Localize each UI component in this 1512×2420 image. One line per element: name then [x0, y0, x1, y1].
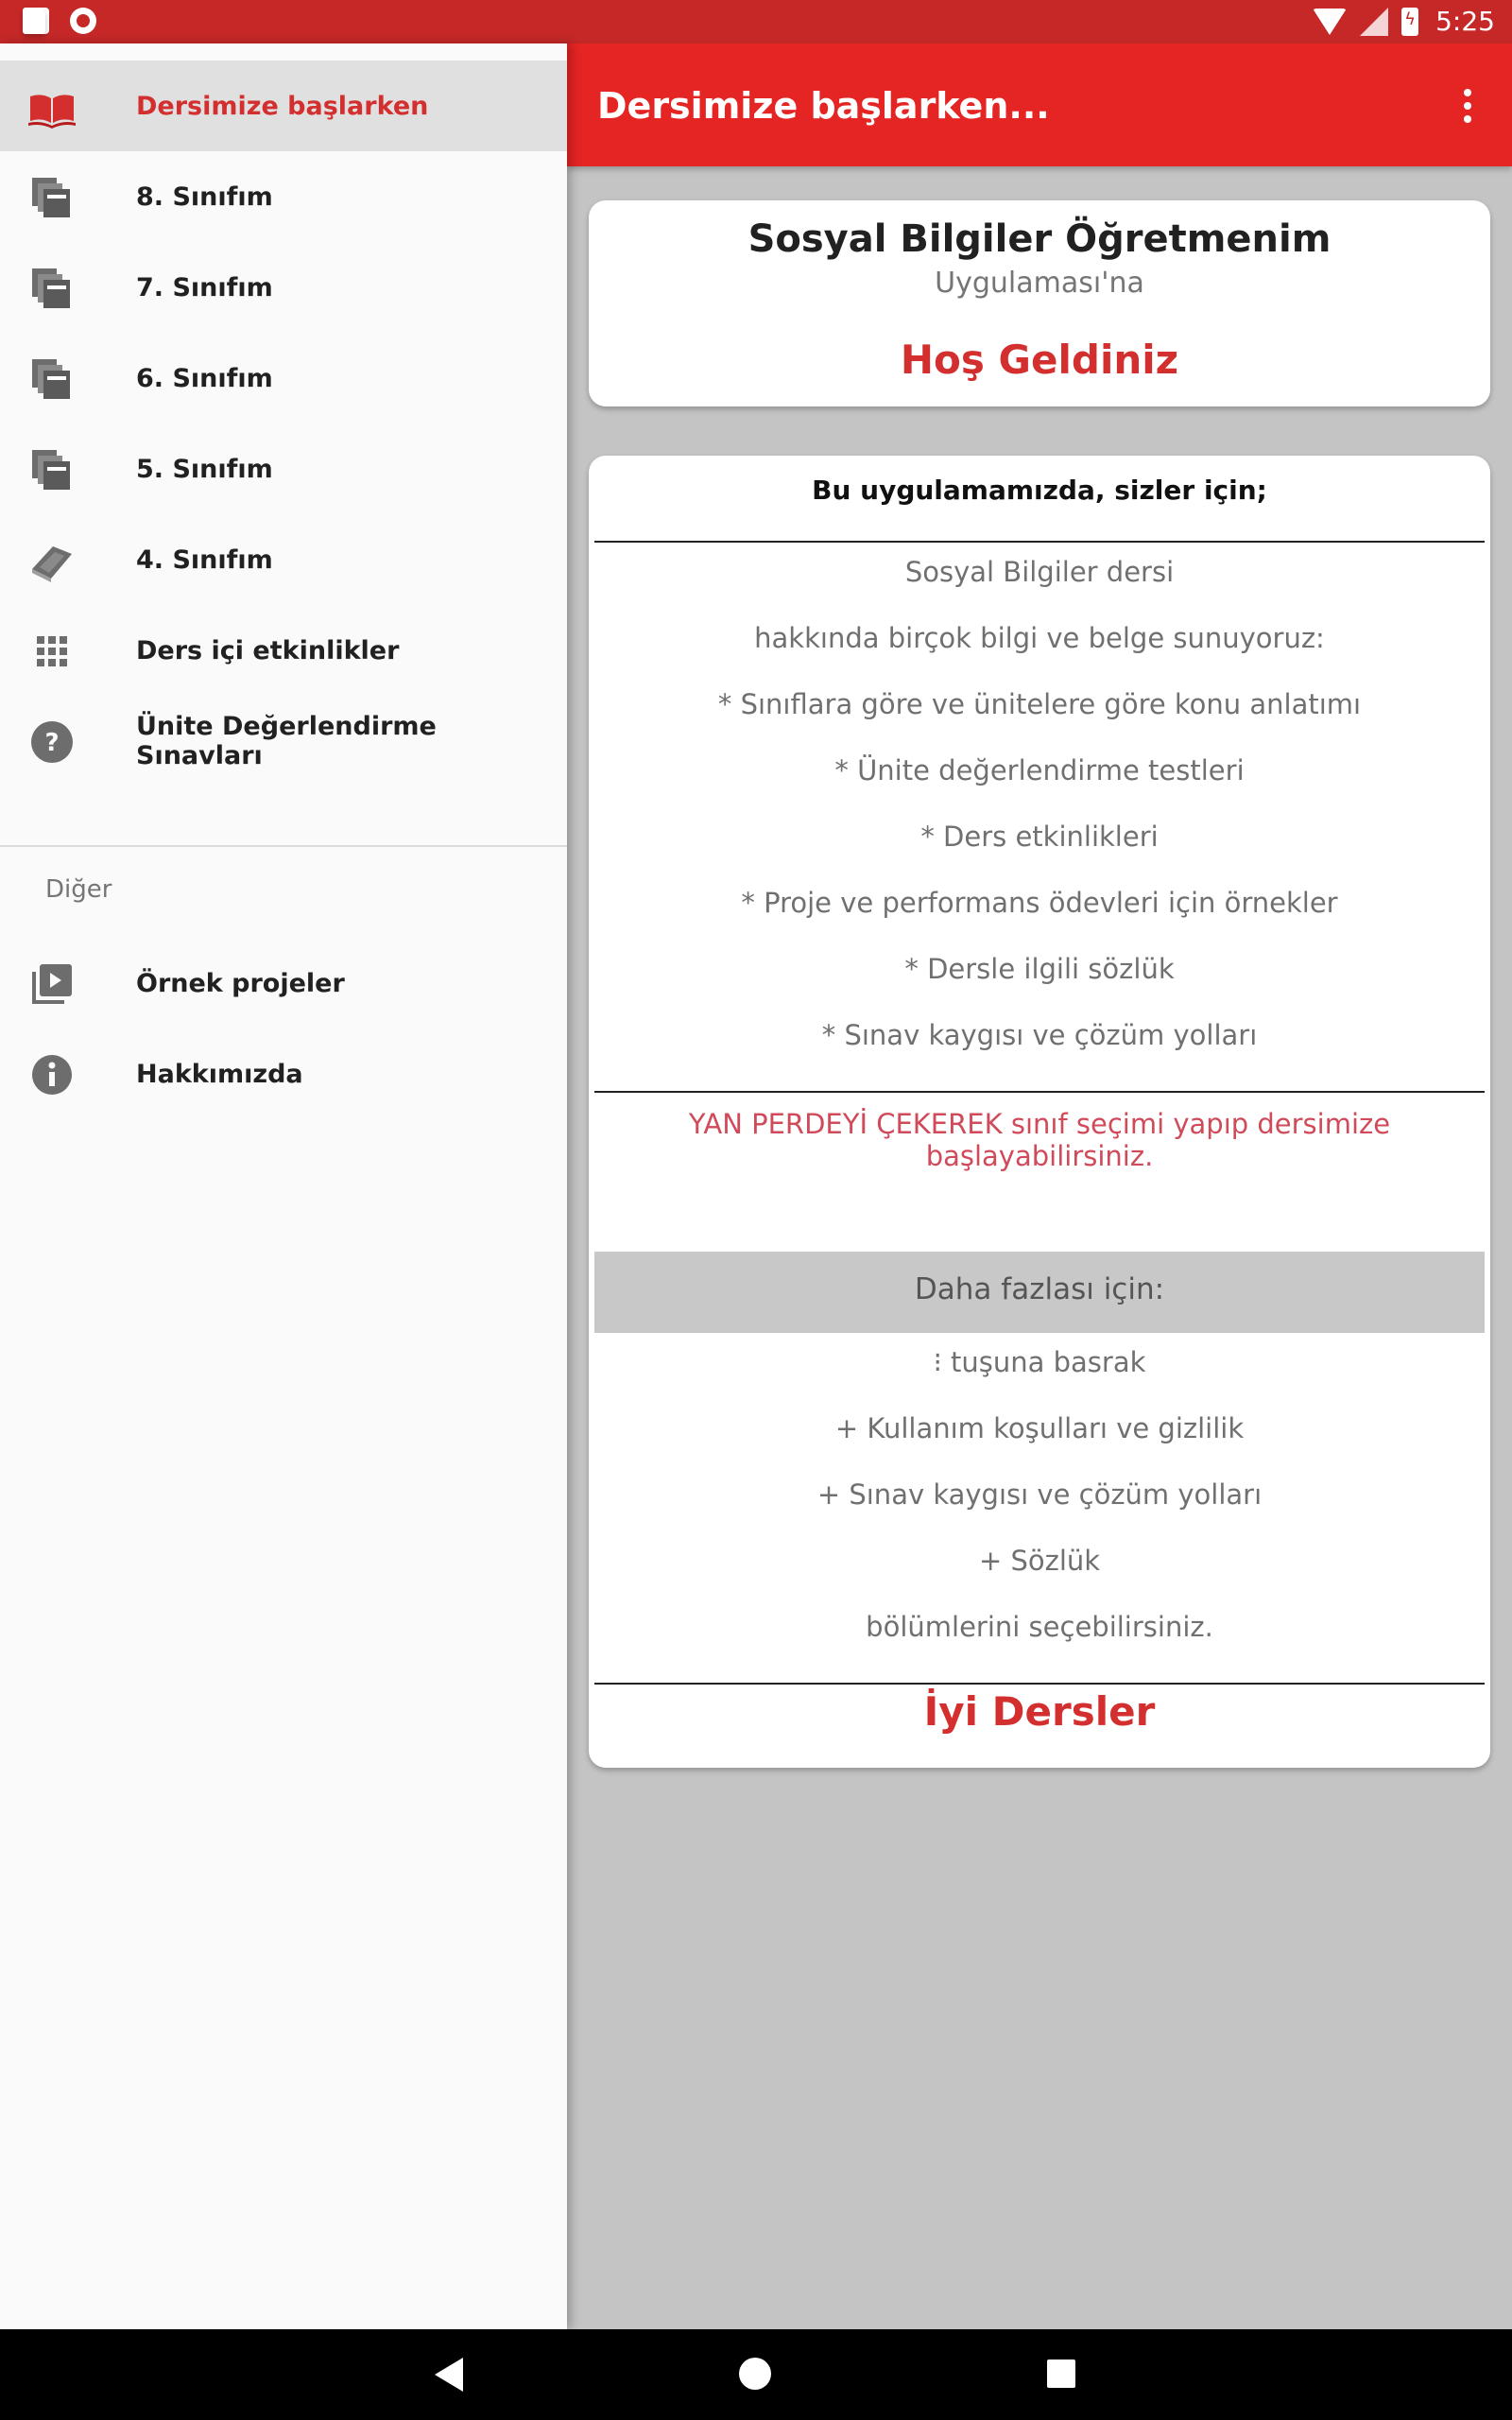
drawer-item-8-sinif[interactable]: [0, 151, 567, 242]
info-heading: Bu uygulamamızda, sizler için;: [812, 475, 1267, 506]
sd-card-icon: [23, 8, 45, 34]
drawer-item-label: 7. Sınıfım: [136, 272, 273, 302]
record-icon: [70, 8, 96, 34]
drawer-item-ders-ici-etkinlikler[interactable]: [0, 605, 567, 696]
drawer-item-label: 8. Sınıfım: [136, 182, 273, 212]
info-line: hakkında birçok bilgi ve belge sunuyoruz:: [754, 622, 1325, 654]
books-stack-icon: [28, 174, 76, 221]
help-circle-icon: [28, 718, 76, 766]
more-line: + Kullanım koşulları ve gizlilik: [834, 1412, 1245, 1444]
recent-apps-icon[interactable]: [1047, 2360, 1075, 2388]
drawer-item-label: Ders içi etkinlikler: [136, 635, 400, 666]
more-line: bölümlerini seçebilirsiniz.: [866, 1611, 1213, 1643]
drawer-section-header: Diğer: [45, 875, 112, 904]
drawer-hint-text: YAN PERDEYİ ÇEKEREK sınıf seçimi yapıp dersimize başlayabilirsiniz.: [688, 1108, 1391, 1172]
divider: [594, 541, 1485, 543]
clock: 5:25: [1435, 6, 1495, 37]
video-library-icon: [28, 960, 76, 1008]
drawer-item-label: Ünite Değerlendirme Sınavları: [136, 712, 437, 770]
drawer-item-label: Hakkımızda: [136, 1059, 303, 1089]
more-vert-icon: [1464, 89, 1471, 96]
system-navigation-bar: [0, 2329, 1512, 2420]
more-options-button[interactable]: [1461, 89, 1474, 127]
drawer-item-ornek-projeler[interactable]: [0, 938, 567, 1028]
info-line: * Ünite değerlendirme testleri: [834, 754, 1245, 786]
svg-text:?: ?: [44, 729, 60, 757]
book-icon: [28, 537, 76, 584]
divider: [594, 1091, 1485, 1093]
drawer-item-hakkimizda[interactable]: [0, 1028, 567, 1119]
app-bar: [567, 43, 1512, 166]
drawer-item-label: 5. Sınıfım: [136, 454, 273, 484]
grid-icon: [28, 628, 76, 675]
drawer-divider: [0, 845, 567, 847]
drawer-item-4-sinif[interactable]: [0, 514, 567, 605]
divider: [594, 1683, 1485, 1685]
more-line: + Sözlük: [978, 1545, 1101, 1577]
status-bar: [0, 0, 1512, 43]
books-stack-icon: [28, 355, 76, 403]
books-stack-icon: [28, 265, 76, 312]
books-stack-icon: [28, 446, 76, 493]
info-line: * Sınıflara göre ve ünitelere göre konu anlatımı: [717, 688, 1362, 720]
info-line: Sosyal Bilgiler dersi: [904, 556, 1175, 588]
more-line: + Sınav kaygısı ve çözüm yolları: [816, 1478, 1263, 1511]
info-line: * Sınav kaygısı ve çözüm yolları: [821, 1019, 1258, 1051]
more-section-header: [594, 1252, 1485, 1333]
info-line: * Ders etkinlikleri: [920, 821, 1159, 853]
more-line: ⁝ tuşuna basrak: [933, 1346, 1146, 1378]
drawer-item-dersimize-baslarken[interactable]: [0, 60, 567, 151]
more-heading: Daha fazlası için:: [914, 1272, 1165, 1306]
drawer-item-label: Dersimize başlarken: [136, 91, 429, 121]
welcome-card: [589, 200, 1490, 406]
back-icon[interactable]: [435, 2358, 463, 2392]
drawer-item-label: Örnek projeler: [136, 968, 345, 998]
drawer-item-label: 6. Sınıfım: [136, 363, 273, 393]
closing-text: İyi Dersler: [923, 1688, 1156, 1735]
info-line: * Dersle ilgili sözlük: [904, 953, 1175, 985]
info-line: * Proje ve performans ödevleri için örnekler: [741, 887, 1338, 919]
drawer-item-5-sinif[interactable]: [0, 424, 567, 514]
drawer-item-unite-degerlendirme[interactable]: [0, 696, 567, 786]
drawer-item-6-sinif[interactable]: [0, 333, 567, 424]
wifi-icon: [1313, 9, 1347, 35]
info-card: [589, 456, 1490, 1768]
page-title: Dersimize başlarken...: [597, 85, 1050, 127]
app-subtitle: Uygulaması'na: [935, 267, 1144, 300]
drawer-hint: [589, 1108, 1490, 1172]
signal-icon: [1360, 8, 1388, 36]
open-book-icon: [28, 83, 76, 130]
welcome-greeting: Hoş Geldiniz: [900, 337, 1179, 383]
navigation-drawer: [0, 43, 567, 2329]
drawer-item-7-sinif[interactable]: [0, 242, 567, 333]
info-icon: [28, 1051, 76, 1098]
home-icon[interactable]: [739, 2358, 771, 2390]
drawer-item-label: 4. Sınıfım: [136, 544, 273, 575]
battery-charging-icon: [1401, 8, 1418, 36]
app-name: Sosyal Bilgiler Öğretmenim: [747, 217, 1332, 261]
